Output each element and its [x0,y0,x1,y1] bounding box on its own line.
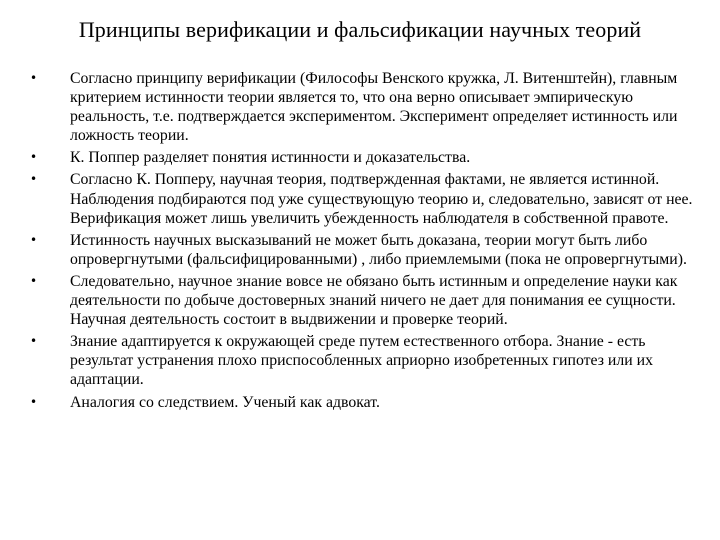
bullet-text-4: Истинность научных высказываний не может быть доказана, теории могут быть либо опровергнутыми (фальсифицированными) , либо приемлемыми (пока не опровергнутыми). [70,231,687,268]
bullet-item-3 [30,170,694,227]
bullet-text-5: Следовательно, научное знание вовсе не обязано быть истинным и определение науки как деятельности по добыче достоверных знаний ничего не дает для понимания ее сущности. Научная деятельность состоит в выдвижении и проверке теорий. [70,272,678,329]
bullet-dot-icon: • [30,394,38,409]
bullet-item-4 [30,231,694,269]
bullet-dot-icon: • [30,334,38,349]
bullet-dot-icon: • [30,150,38,165]
bullet-dot-icon: • [30,273,38,288]
bullet-item-1 [30,69,694,145]
bullet-text-6: Знание адаптируется к окружающей среде путем естественного отбора. Знание - есть результат устранения плохо приспособленных априорно изобретенных гипотез или их адаптации. [70,333,654,389]
bullet-dot-icon: • [30,232,38,247]
bullet-list [30,69,694,415]
bullet-item-7 [30,393,694,412]
bullet-item-6 [30,332,694,389]
bullet-text-2: К. Поппер разделяет понятия истинности и доказательства. [70,149,471,167]
bullet-item-2 [30,148,694,167]
bullet-text-1: Согласно принципу верификации (Философы Венского кружка, Л. Витенштейн), главным критерием истинности теории является то, что она верно описывает эмпирическую реальность, т.е. подтверждается экспериментом. Эксперимент определяет истинность или ложность теории. [70,70,678,145]
bullet-dot-icon: • [30,172,38,187]
bullet-dot-icon: • [30,71,38,85]
bullet-text-3: Согласно К. Попперу, научная теория, подтвержденная фактами, не является истинной. Наблюдения подбираются под уже существующую теорию и, следовательно, зависят от нее. Верификация может лишь увеличить убежденность наблюдателя в собственной правоте. [70,171,693,227]
bullet-item-5 [30,272,694,329]
bullet-text-7: Аналогия со следствием. Ученый как адвокат. [70,393,380,411]
slide-title: Принципы верификации и фальсификации научных теорий [78,17,642,42]
